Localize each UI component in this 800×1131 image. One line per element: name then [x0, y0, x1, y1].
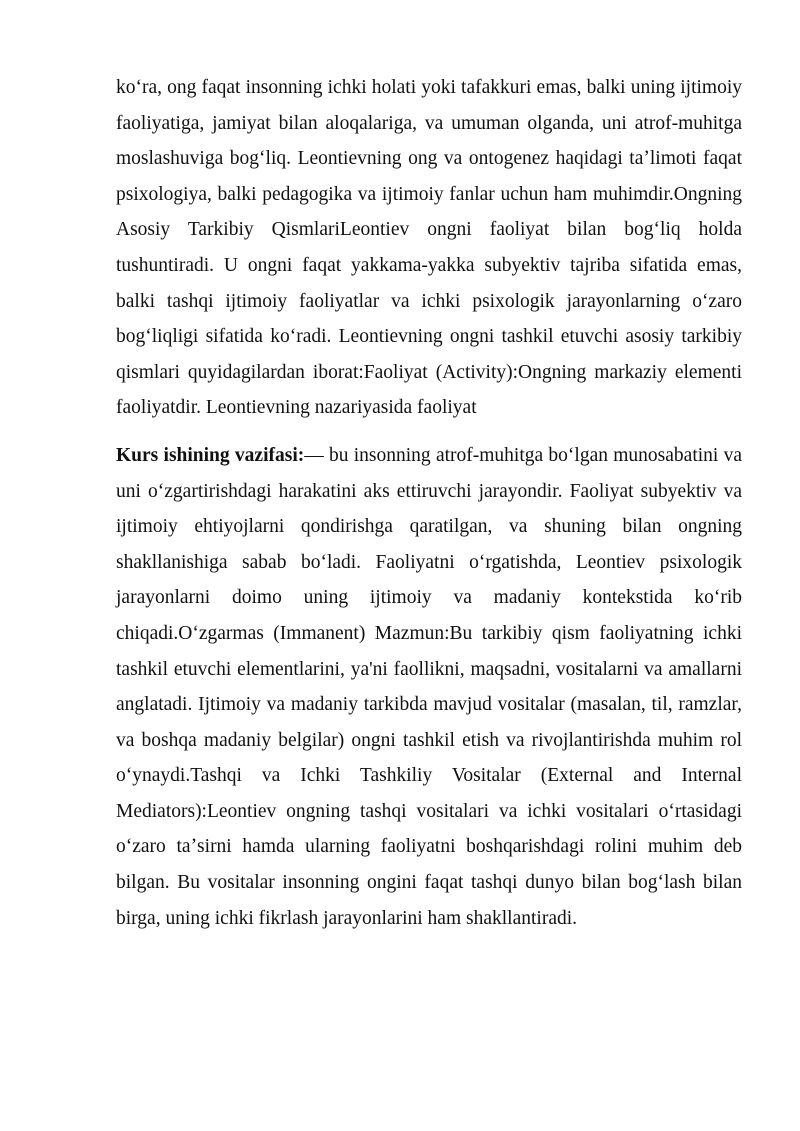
paragraph-text: koʻra, ong faqat insonning ichki holati yoki tafakkuri emas, balki uning ijtimoiy faoliyatiga, jamiyat bilan aloqalariga, va umuman olganda, uni atrof-muhitga moslashuviga bogʻliq. Leontievning ong va ontogenez haqidagi taʼlimoti faqat psixologiya, balki pedagogika va ijtimoiy fanlar uchun ham muhimdir.Ongning Asosiy Tarkibiy QismlariLeontiev ongni faoliyat bilan bogʻliq holda tushuntiradi. U ongni faqat yakkama-yakka subyektiv tajriba sifatida emas, balki tashqi ijtimoiy faoliyatlar va ichki psixologik jarayonlarning oʻzaro bogʻliqligi sifatida koʻradi. Leontievning ongni tashkil etuvchi asosiy tarkibiy qismlari quyidagilardan iborat:Faoliyat (Activity):Ongning markaziy elementi faoliyatdir. Leontievning nazariyasida faoliyat: [116, 77, 742, 419]
document-page: [116, 70, 742, 936]
paragraph-course-task: [116, 438, 742, 936]
paragraph-continuation: [116, 70, 742, 426]
paragraph-heading: Kurs ishining vazifasi:: [116, 444, 305, 466]
paragraph-text: — bu insonning atrof-muhitga boʻlgan munosabatini va uni oʻzgartirishdagi harakatini aks ettiruvchi jarayondir. Faoliyat subyektiv va ijtimoiy ehtiyojlarni qondirishga qaratilgan, va shuning bilan ongning shakllanishiga sabab boʻladi. Faoliyatni oʻrgatishda, Leontiev psixologik jarayonlarni doimo uning ijtimoiy va madaniy kontekstida koʻrib chiqadi.Oʻzgarmas (Immanent) Mazmun:Bu tarkibiy qism faoliyatning ichki tashkil etuvchi elementlarini, ya'ni faollikni, maqsadni, vositalarni va amallarni anglatadi. Ijtimoiy va madaniy tarkibda mavjud vositalar (masalan, til, ramzlar, va boshqa madaniy belgilar) ongni tashkil etish va rivojlantirishda muhim rol oʻynaydi.Tashqi va Ichki Tashkiliy Vositalar (External and Internal Mediators):Leontiev ongning tashqi vositalari va ichki vositalari oʻrtasidagi oʻzaro taʼsirni hamda ularning faoliyatni boshqarishdagi rolini muhim deb bilgan. Bu vositalar insonning ongini faqat tashqi dunyo bilan bogʻlash bilan birga, uning ichki fikrlash jarayonlarini ham shakllantiradi.: [116, 444, 742, 929]
